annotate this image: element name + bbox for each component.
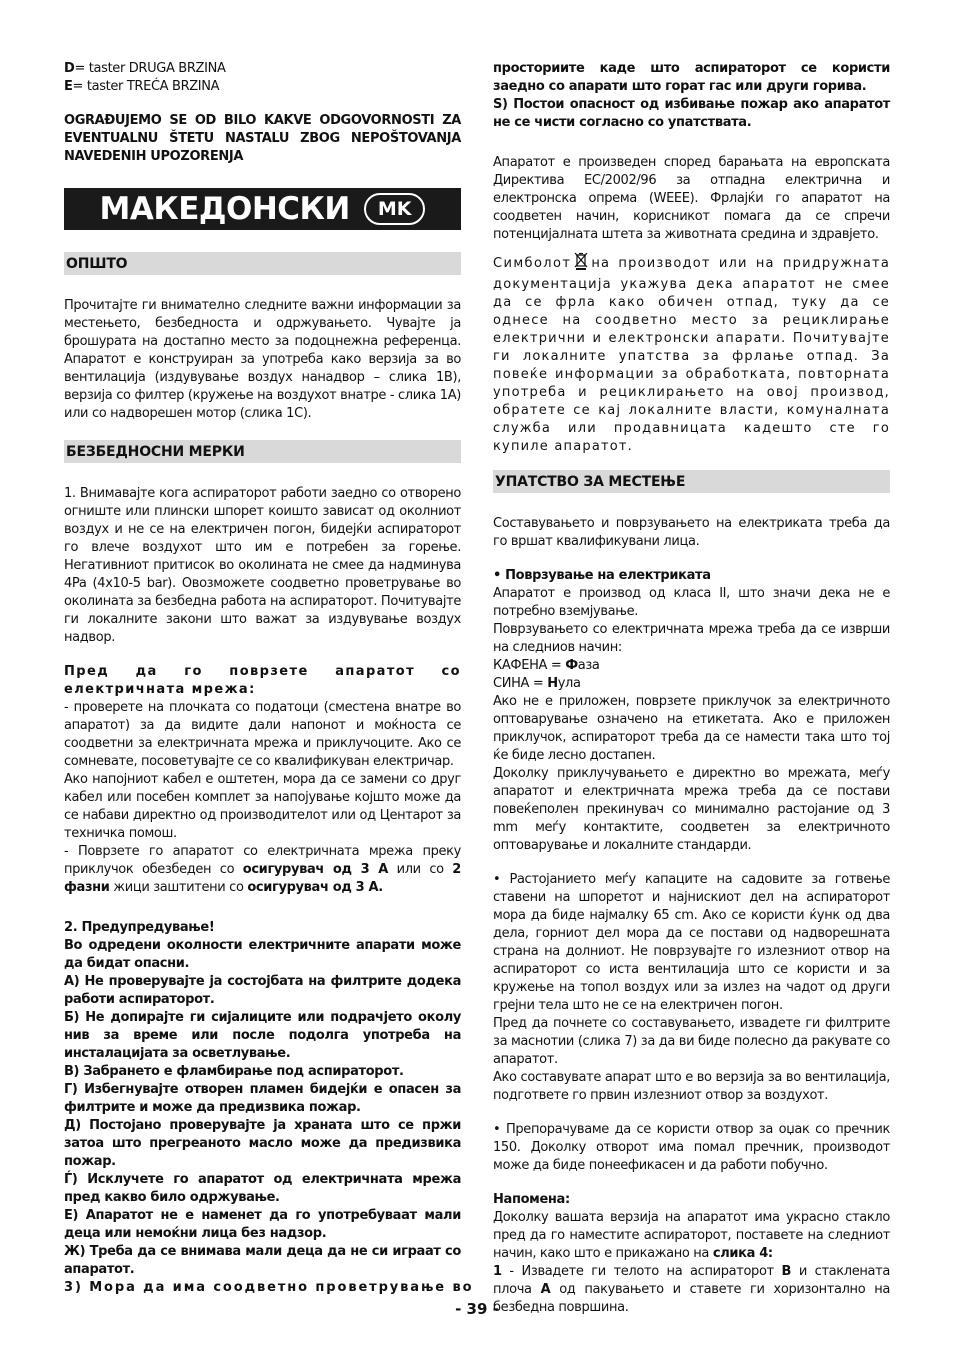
symbol-paragraph: Симболот на производот или на придружната документација укажува дека апаратот не смее да се фрла како обичен отпад, туку да се однесе на соодветно место за рециклирање електрични и електронски апарати. Почитувајте ги локалните упатства за фрлање отпад. За повеќе информации за обработката, повторната употреба и рециклирањето на овој производ, обратете се кај локалните власти, комуналната служба или продавницата кадешто сте го купиле апаратот. xyxy=(493,252,890,456)
warning-item-gj: Ѓ) Исклучете го апаратот од електричната мрежа пред какво било одржување. xyxy=(64,1172,461,1205)
language-band xyxy=(64,188,461,230)
electrical-heading: • Поврзување на електриката xyxy=(493,568,711,583)
left-column xyxy=(64,60,474,1297)
warning-item-zh: Ж) Треба да се внимава мали деца да не си играат со апаратот. xyxy=(64,1244,461,1277)
crossed-bin-icon xyxy=(574,252,588,276)
key-e-line: E= taster TREĆA BRZINA xyxy=(64,79,220,94)
warning-item-v: В) Забрането е фламбирање под аспираторот. xyxy=(64,1064,404,1079)
language-title: МАКЕДОНСКИ xyxy=(99,191,350,227)
note-heading: Напомена: xyxy=(493,1192,570,1207)
damaged-cable-paragraph: Ако напојниот кабел е оштетен, мора да се замени со друг кабел или посебен комплет за напојување којшто може да се набави директно од производителот или од Центарот за техничка помош. xyxy=(64,772,461,841)
warning-item-e: Е) Апаратот не е наменет да го употребуваат мали деца или немоќни лица без надзор. xyxy=(64,1208,461,1241)
before-connect-heading: Пред да го поврзете апаратот со електричната мрежа: xyxy=(64,664,461,697)
electrical-connect: Поврзувањето со електричната мрежа треба да се изврши на следниов начин: xyxy=(493,622,890,655)
connect-fuse-paragraph: - Поврзете го апаратот со електричната мрежа преку приклучок обезбеден со осигурувач од 3 А или со 2 фазни жици заштитени со осигурувач од 3 А. xyxy=(64,844,461,895)
safety-item-s: S) Постои опасност од избивање пожар ако апаратот не се чисти согласно со упатствата. xyxy=(493,97,890,130)
warning-title: 2. Предупредување! xyxy=(64,920,215,935)
section-heading-installation: УПАТСТВО ЗА МЕСТЕЊЕ xyxy=(493,470,890,493)
general-paragraph: Прочитајте ги внимателно следните важни информации за местењето, безбедноста и одржувањето. Чувајте ја брошурата на достапно место за подоцнежна референца. Апаратот е конструиран за употреба како верзија за во вентилација (издувување воздух нанадвор – слика 1В), верзија со филтер (кружење на воздухот внатре - слика 1А) или со надворешен мотор (слика 1С). xyxy=(64,298,461,421)
electrical-class: Апаратот е производ од класа II, што значи дека не е потребно вземјување. xyxy=(493,586,890,619)
vent-paragraph: Ако составувате апарат што е во верзија за во вентилација, подгответе го првин излезниот отвор за воздухот. xyxy=(493,1070,890,1103)
warning-intro: Во одредени околности електричните апарати може да бидат опасни. xyxy=(64,938,461,971)
disclaimer: OGRAĐUJEMO SE OD BILO KAKVE ODGOVORNOSTI ZA EVENTUALNU ŠTETU NASTALU ZBOG NEPOŠTOVANJA NAVEDENIH UPOZORENJA xyxy=(64,113,461,164)
weee-paragraph: Апаратот е произведен според барањата на европската Директива ЕС/2002/96 за отпадна електрична и електронска опрема (WEEE). Фрлајќи го апаратот на соодветен начин, корисникот помага да се спречи потенцијалната штета за животната средина и здравјето. xyxy=(493,155,890,242)
step-1-paragraph: 1 - Извадете ги телото на аспираторот B и стаклената плоча A од пакувањето и ставете ги хоризонтално на безбедна површина. xyxy=(493,1264,891,1315)
warning-item-a: А) Не проверувајте ја состојбата на филтрите додека работи аспираторот. xyxy=(64,974,461,1007)
safety-item-1: 1. Внимавајте кога аспираторот работи заедно со отворено огниште или плински шпорет коишто зависат од околниот воздух и не се на електричен погон, бидејќи аспираторот го влече воздухот што им е потребен за горење. Негативниот притисок во околината не смее да надминува 4Pa (4x10-5 bar). Овозможете соодветно проветрување во околината за безбедна работа на аспираторот. Почитувајте ги локалните закони што важат за издувување воздух надвор. xyxy=(64,486,461,645)
warning-item-d: Д) Постојано проверувајте ја храната што се пржи затоа што прегреаното масло може да предизвика пожар. xyxy=(64,1118,461,1169)
right-column xyxy=(493,60,890,1317)
distance-paragraph: • Растојанието меѓу капаците на садовите за готвење ставени на шпоретот и најнискиот дел на аспираторот мора да биде најмалку 65 cm. Ако се користи ќунк од два дела, горниот дел мора да се постави од надворешната страна на долниот. Не поврзувајте го излезниот отвор на аспираторот со иста вентилација што се користи и за кружење на топол воздух или за излез на чадот од други грејни тела што не се на електричен погон. xyxy=(493,872,890,1013)
brown-wire-line: КАФЕНА = Фаза xyxy=(493,658,600,673)
safety-item-3-continued: просториите каде што аспираторот се користи заедно со апарати што горат гас или други горива. xyxy=(493,61,890,94)
filters-paragraph: Пред да почнете со составувањето, извадете ги филтрите за маснотии (слика 7) за да ви биде полесно да ракувате со апаратот. xyxy=(493,1016,890,1067)
warning-item-g: Г) Избегнувајте отворен пламен бидејќи е опасен за филтрите и може да предизвика пожар. xyxy=(64,1082,461,1115)
duct-paragraph: • Препорачуваме да се користи отвор за оџак со пречник 150. Доколку отворот има помал пречник, производот може да биде понеефикасен и да работи побучно. xyxy=(493,1122,890,1173)
install-intro: Составувањето и поврзувањето на електриката треба да го вршат квалификувани лица. xyxy=(493,516,890,549)
note-paragraph: Доколку вашата верзија на апаратот има украсно стакло пред да го наместите аспираторот, поставете на следниот начин, како што е прикажано на слика 4: xyxy=(493,1210,890,1261)
page-number: - 39 - xyxy=(455,1300,499,1318)
safety-item-3-start: 3) Мора да има соодветно проветрување во xyxy=(64,1280,474,1295)
direct-connection-paragraph: Доколку приклучувањето е директно во мрежата, меѓу апаратот и електричната мрежа треба да се постави повеќеполен прекинувач со минимално растојание од 3 mm меѓу контактите, соодветен за електричното оптоварување и локалните стандарди. xyxy=(493,766,890,853)
warning-item-b: Б) Не допирајте ги сијалиците или подрачјето околу нив за време или после подолга употреба на инсталацијата за осветлување. xyxy=(64,1010,461,1061)
section-heading-safety: БЕЗБЕДНОСНИ МЕРКИ xyxy=(64,440,461,463)
key-d-line: D= taster DRUGA BRZINA xyxy=(64,61,226,76)
language-badge: MK xyxy=(364,193,426,225)
section-heading-general: ОПШТО xyxy=(64,252,461,275)
plug-paragraph: Ако не е приложен, поврзете приклучок за електричното оптоварување означено на етикетата. Ако е приложен приклучок, аспираторот треба да се намести така што тој ќе биде лесно достапен. xyxy=(493,694,890,763)
blue-wire-line: СИНА = Нула xyxy=(493,676,581,691)
check-plate-paragraph: - проверете на плочката со податоци (сместена внатре во апаратот) за да видите дали напонот и моќноста се соодветни за електричната мрежа и приклучоците. Ако се сомневате, посоветувајте се со квалификуван електричар. xyxy=(64,700,461,769)
